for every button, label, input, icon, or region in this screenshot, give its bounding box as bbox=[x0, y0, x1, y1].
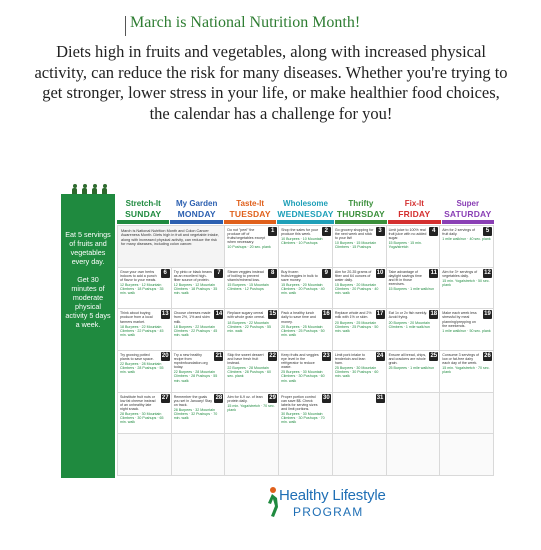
weekday-name: TUESDAY bbox=[229, 209, 271, 219]
day-number: 24 bbox=[376, 353, 384, 359]
empty-cell bbox=[172, 434, 225, 475]
day-activity: 25 Burpees · 30 Mountain Climbers · 30 Pushups · 60 min. walk bbox=[281, 370, 325, 383]
day-activity: 10 Pushups · 20 sec. plank bbox=[227, 245, 271, 250]
day-number: 12 bbox=[484, 269, 491, 276]
day-activity: 15 Burpees · 1 mile walk/run bbox=[388, 287, 435, 292]
day-number: 13 bbox=[161, 311, 169, 318]
weekday-name: WEDNESDAY bbox=[277, 209, 334, 219]
day-activity: 20 Burpees · 20 Mountain Climbers · 1 mile walk/run bbox=[388, 320, 430, 329]
day-tip: Remember the goals you set in January! Stay on track. bbox=[173, 394, 213, 407]
day-activity: 15 min. Yoga/stretch · 70 sec. plank bbox=[442, 366, 490, 375]
day-tip: Limit juice to 100% real fruit juice with no added sugar. bbox=[388, 228, 427, 241]
day-tip: Think about buying produce from a local farmers market. bbox=[120, 311, 153, 324]
day-number: 27 bbox=[161, 394, 169, 401]
calendar-day-cell bbox=[225, 351, 278, 392]
weekday-theme: Stretch-It bbox=[125, 199, 161, 208]
page-heading: March is National Nutrition Month! bbox=[130, 14, 361, 31]
calendar-day-cell bbox=[279, 309, 332, 350]
empty-cell bbox=[118, 434, 171, 475]
calendar-day-cell bbox=[279, 393, 332, 434]
calendar-day-cell bbox=[333, 393, 386, 434]
day-tip: Consume 3 servings of low or fat-free dairy each day of the week. bbox=[442, 353, 480, 366]
day-activity: 12 Burpees · 12 Mountain Climbers · 18 Pushups · 35 min. walk bbox=[120, 282, 164, 296]
day-activity: 10 Burpees · 10 Mountain Climbers · 10 Pushups bbox=[281, 237, 323, 246]
day-activity: 22 Burpees · 28 Mountain Climbers · 28 Pushups · 55 min. walk bbox=[120, 362, 164, 375]
weekday-column-friday bbox=[388, 196, 440, 224]
day-number: 5 bbox=[483, 227, 492, 236]
weekday-name: MONDAY bbox=[177, 209, 216, 219]
calendar-day-cell bbox=[387, 268, 440, 309]
weekday-name: FRIDAY bbox=[398, 209, 431, 219]
calendar-day-cell bbox=[172, 309, 225, 350]
day-number: 8 bbox=[268, 269, 277, 278]
calendar-day-cell bbox=[440, 309, 493, 350]
logo-line2: PROGRAM bbox=[293, 505, 364, 519]
calendar-day-cell bbox=[279, 226, 332, 267]
nutrition-calendar bbox=[61, 183, 495, 478]
day-number: 22 bbox=[269, 353, 276, 359]
day-tip: Aim for 2 servings of fruit daily. bbox=[442, 228, 476, 237]
day-tip: Limit pork intake to tenderloin and lean ham. bbox=[334, 353, 366, 366]
day-number: 4 bbox=[429, 227, 438, 236]
day-number: 9 bbox=[322, 269, 331, 278]
weekday-name: THURSDAY bbox=[336, 209, 385, 219]
day-activity: 12 Burpees · 12 Mountain Climbers · 18 Pushups · 35 min. walk bbox=[173, 282, 218, 296]
calendar-day-cell bbox=[333, 351, 386, 392]
calendar-day-cell bbox=[333, 268, 386, 309]
day-tip: Steam veggies instead of boiling to prevent vitamin/mineral loss. bbox=[227, 269, 264, 282]
day-activity: 18 Burpees · 22 Mountain Climbers · 22 Pushups · 55 min. walk bbox=[227, 320, 271, 333]
weekday-theme: My Garden bbox=[176, 199, 218, 208]
day-activity: 10 Burpees · 15 Mountain Climbers · 15 Pushups bbox=[334, 241, 377, 250]
day-activity: 15 Burpees · 15 Mountain Climbers · 12 Pushups bbox=[227, 282, 269, 292]
day-activity: 28 Burpees · 32 Mountain Climbers · 32 Pushups · 70 min. walk bbox=[173, 407, 218, 421]
day-tip: Aim for 6-9 oz. of lean protein daily. bbox=[227, 394, 263, 403]
day-number: 21 bbox=[215, 353, 223, 359]
calendar-day-cell bbox=[279, 351, 332, 392]
weekday-theme: Thrifty bbox=[348, 199, 374, 208]
day-number: 25 bbox=[430, 353, 438, 359]
calendar-day-cell bbox=[225, 309, 278, 350]
day-tip: Try a new healthy recipe from mpnbnfoundation.org today. bbox=[173, 353, 208, 370]
empty-cell bbox=[279, 434, 332, 475]
calendar-day-cell bbox=[118, 393, 171, 434]
calendar-day-cell bbox=[172, 393, 225, 434]
weekday-column-saturday bbox=[442, 196, 494, 224]
day-tip: Replace sugary cereal with whole grain cereal. bbox=[227, 311, 265, 320]
weekday-column-wednesday bbox=[277, 196, 333, 224]
weekday-theme: Taste-It bbox=[236, 199, 265, 208]
day-number: 11 bbox=[430, 269, 437, 276]
calendar-day-cell bbox=[225, 268, 278, 309]
logo-line1: Healthy Lifestyle bbox=[279, 487, 386, 504]
weekday-theme: Wholesome bbox=[283, 199, 328, 208]
calendar-day-cell bbox=[387, 351, 440, 392]
day-tip: Aim for 20-35 grams of fiber and 64 ounces of water daily. bbox=[334, 269, 372, 282]
day-activity: 15 Burpees · 15 min. Yoga/stretch bbox=[388, 241, 422, 250]
day-tip: Grow your own herbs indoors to add a punch of flavor to your meals. bbox=[120, 269, 157, 282]
calendar-day-cell bbox=[440, 351, 493, 392]
calendar-intro-box: March is National Nutrition Month and Colon Cancer Awareness Month. Diets high in fruit and vegetable intake, along with increased physical activity, can reduce the risk for many diseases, including colon cancer. bbox=[118, 226, 224, 267]
empty-cell bbox=[387, 393, 440, 434]
day-number: 2 bbox=[322, 227, 331, 236]
day-tip: Eat 1x or 2x fish weekly. Avoid frying. bbox=[388, 311, 428, 320]
day-number: 28 bbox=[215, 394, 223, 401]
calendar-day-cell bbox=[118, 309, 171, 350]
day-tip: Replace whole and 2% milk with 1% or skim. bbox=[334, 311, 372, 320]
day-activity: 20 Burpees · 25 Mountain Climbers · 25 Pushups · 50 min. walk bbox=[334, 320, 379, 333]
day-activity: 22 Burpees · 28 Mountain Climbers · 28 Pushups · 55 min. walk bbox=[173, 370, 218, 383]
weekday-name: SUNDAY bbox=[125, 209, 162, 219]
weekday-column-tuesday bbox=[224, 196, 276, 224]
day-tip: Proper portion control can save $$. Check labels for serving sizes and limit portions. bbox=[281, 394, 318, 411]
calendar-day-cell bbox=[333, 309, 386, 350]
sidebar-text: Eat 5 servings of fruits and vegetables every day. bbox=[65, 230, 111, 266]
day-tip: Pack a healthy lunch daily to save time and money. bbox=[281, 311, 316, 324]
calendar-day-cell bbox=[387, 309, 440, 350]
weekday-name: SATURDAY bbox=[444, 209, 492, 219]
logo-figure-icon bbox=[265, 486, 279, 520]
calendar-day-cell bbox=[440, 226, 493, 267]
day-number: 1 bbox=[268, 227, 277, 236]
day-tip: Buy frozen fruits/veggies in bulk to save money. bbox=[281, 269, 318, 282]
day-number: 19 bbox=[484, 311, 491, 318]
day-tip: Go grocery shopping for the next week and stick to your list! bbox=[334, 228, 374, 241]
day-number: 18 bbox=[430, 311, 438, 318]
empty-cell bbox=[225, 434, 278, 475]
day-number: 16 bbox=[323, 311, 330, 318]
calendar-day-cell bbox=[225, 226, 278, 267]
sidebar-text: Get 30 minutes of moderate physical activity 5 days a week. bbox=[65, 275, 111, 329]
day-number: 3 bbox=[376, 227, 385, 236]
day-tip: Make each week less stressful by meal planning/prepping on the weekends. bbox=[442, 311, 477, 328]
day-tip: Take advantage of daylight savings time and fit in those exercises. bbox=[388, 269, 422, 286]
weekday-column-sunday bbox=[117, 196, 169, 224]
day-activity: 25 Burpees · 1 mile walk/run bbox=[388, 366, 435, 371]
day-tip: Shop the sales for your produce this week. bbox=[281, 228, 319, 237]
day-activity: 1 mile walk/run · 50 sec. plank bbox=[442, 328, 491, 333]
day-activity: 15 min. Yoga/stretch · 70 sec. plank bbox=[227, 403, 275, 412]
calendar-day-cell bbox=[172, 268, 225, 309]
day-activity: 20 Burpees · 25 Mountain Climbers · 25 Pushups · 50 min. walk bbox=[281, 324, 325, 337]
day-tip: Aim for 3+ servings of vegetables daily. bbox=[442, 269, 478, 278]
day-number: 31 bbox=[376, 394, 384, 401]
empty-cell bbox=[333, 434, 386, 475]
day-activity: 25 Burpees · 30 Mountain Climbers · 30 Pushups · 60 min. walk bbox=[334, 366, 379, 379]
day-activity: 15 min. Yoga/stretch · 50 sec. plank bbox=[442, 278, 490, 287]
day-activity: 18 Burpees · 22 Mountain Climbers · 22 Pushups · 45 min. walk bbox=[120, 324, 164, 337]
day-number: 10 bbox=[376, 269, 384, 276]
weekday-theme: Super bbox=[456, 199, 480, 208]
calendar-day-cell bbox=[225, 393, 278, 434]
day-tip: Substitute fruit nuts or low fat cheese instead of an unhealthy late night snack. bbox=[120, 394, 156, 411]
day-number: 23 bbox=[323, 353, 330, 359]
day-number: 30 bbox=[323, 394, 330, 401]
day-activity: 1 mile walk/run · 40 sec. plank bbox=[442, 237, 491, 242]
day-number: 7 bbox=[214, 269, 223, 278]
day-tip: Try pinto or black beans as an excellent high-fiber source of protein. bbox=[173, 269, 212, 282]
day-number: 20 bbox=[161, 353, 169, 359]
day-tip: Choose cheeses made from 2%, 1% and skim milk. bbox=[173, 311, 211, 324]
healthy-lifestyle-logo bbox=[265, 486, 405, 520]
text-cursor bbox=[125, 16, 126, 36]
day-activity: 15 Burpees · 20 Mountain Climbers · 20 Pushups · 40 min. walk bbox=[334, 282, 379, 296]
calendar-day-cell bbox=[440, 268, 493, 309]
empty-cell bbox=[440, 434, 493, 475]
day-activity: 15 Burpees · 20 Mountain Climbers · 20 Pushups · 40 min. walk bbox=[281, 282, 325, 296]
day-tip: Skip the sweet dessert and have fresh fruit instead. bbox=[227, 353, 264, 366]
day-number: 6 bbox=[161, 269, 170, 278]
day-number: 15 bbox=[269, 311, 276, 318]
day-activity: 30 Burpees · 30 Mountain Climbers · 30 Pushups · 70 min. walk bbox=[281, 412, 325, 425]
day-tip: Ensure all bread, chips, and crackers are whole grain. bbox=[388, 353, 427, 366]
day-activity: 28 Burpees · 30 Mountain Climbers · 30 Pushups · 65 min. walk bbox=[120, 412, 164, 425]
intro-paragraph: Diets high in fruits and vegetables, along with increased physical activity, can reduce the risk for many diseases. Whether you're trying to get stronger, lower stress in your life, or make healthier food choices, the calendar has a challenge for you! bbox=[34, 42, 508, 123]
day-activity: 22 Burpees · 28 Mountain Climbers · 28 Pushups · 60 sec. plank bbox=[227, 366, 271, 379]
day-number: 29 bbox=[269, 394, 276, 401]
weekday-theme: Fix-It bbox=[404, 199, 424, 208]
calendar-grid bbox=[117, 225, 494, 476]
day-number: 14 bbox=[215, 311, 223, 318]
day-activity: 18 Burpees · 22 Mountain Climbers · 22 Pushups · 45 min. walk bbox=[173, 324, 218, 337]
weekday-column-monday bbox=[170, 196, 222, 224]
day-number: 17 bbox=[376, 311, 384, 318]
calendar-day-cell bbox=[118, 268, 171, 309]
day-tip: Keep fruits and veggies eye level in the refrigerator to reduce waste. bbox=[281, 353, 319, 370]
calendar-day-cell bbox=[333, 226, 386, 267]
day-tip: Try growing potted plants to save space. bbox=[120, 353, 154, 362]
calendar-day-cell bbox=[172, 351, 225, 392]
calendar-sidebar bbox=[61, 194, 115, 478]
weekday-header bbox=[117, 196, 494, 224]
day-number: 26 bbox=[484, 353, 491, 359]
empty-cell bbox=[440, 393, 493, 434]
weekday-column-thursday bbox=[335, 196, 387, 224]
empty-cell bbox=[387, 434, 440, 475]
calendar-day-cell bbox=[279, 268, 332, 309]
calendar-day-cell bbox=[118, 351, 171, 392]
calendar-day-cell bbox=[387, 226, 440, 267]
day-tip: Do not "peel" the produce off of fruits/vegetables except when necessary. bbox=[227, 228, 266, 245]
